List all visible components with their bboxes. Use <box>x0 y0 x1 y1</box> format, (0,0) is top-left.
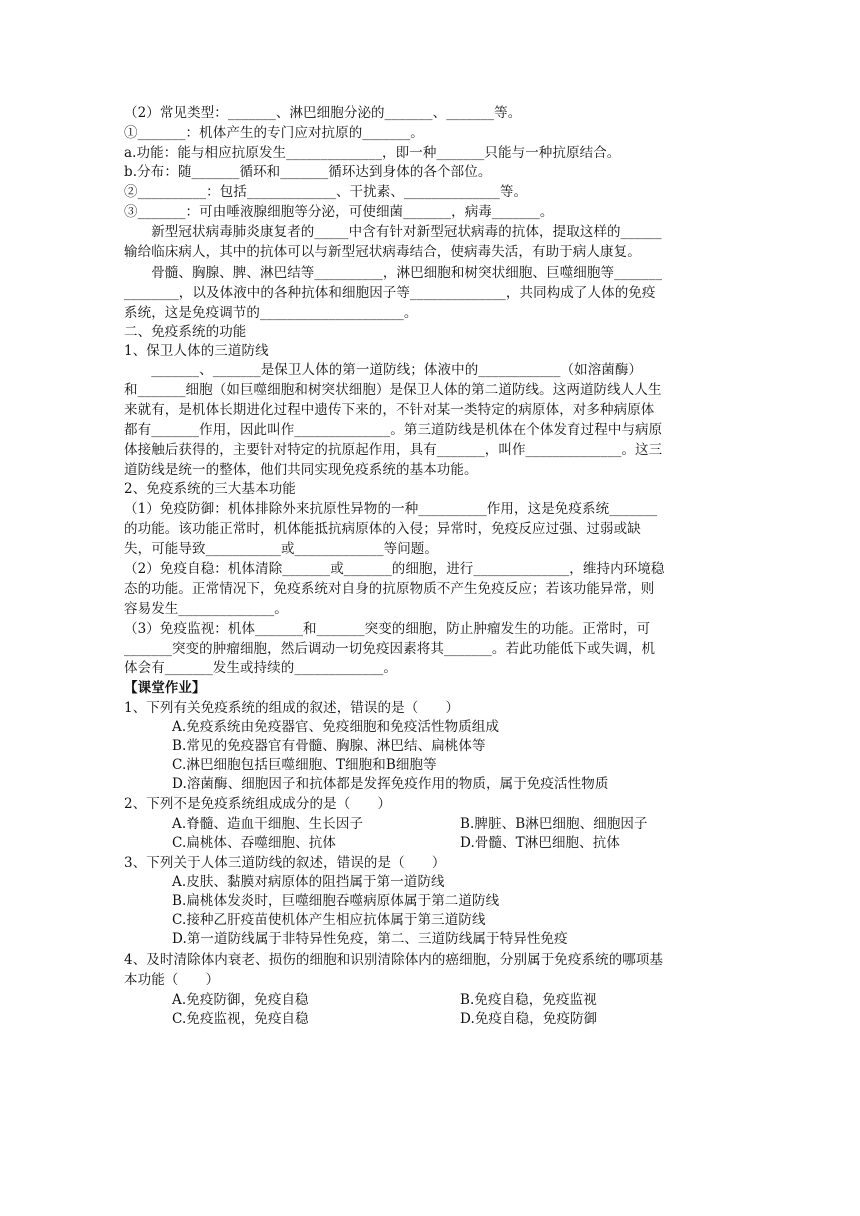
question-option: C.扁桃体、吞噬细胞、抗体 <box>172 835 336 851</box>
text-line: 骨髓、胸腺、脾、淋巴结等__________，淋巴细胞和树突状细胞、巨噬细胞等_______ <box>124 265 663 281</box>
text-line: 输给临床病人，其中的抗体可以与新型冠状病毒结合，使病毒失活，有助于病人康复。 <box>124 244 641 260</box>
text-line: （2）常见类型：_______、淋巴细胞分泌的_______、_______等。 <box>124 105 522 121</box>
question-option: A.免疫防御，免疫自稳 <box>172 992 309 1008</box>
question-option: D.骨髓、T淋巴细胞、抗体 <box>460 835 620 851</box>
text-line: 容易发生______________。 <box>124 601 288 617</box>
text-line: _______、_______是保卫人体的第一道防线；体液中的____________（如溶菌酶） <box>124 362 643 378</box>
text-line: 失，可能导致___________或_____________等问题。 <box>124 541 438 557</box>
question-option: B.常见的免疫器官有骨髓、胸腺、淋巴结、扁桃体等 <box>172 738 486 754</box>
section-heading: 二、免疫系统的功能 <box>124 324 247 340</box>
text-line: 体接触后获得的，主要针对特定的抗原起作用，具有_______，叫作______________。这三 <box>124 442 663 458</box>
question-option: D.溶菌酶、细胞因子和抗体都是发挥免疫作用的物质，属于免疫活性物质 <box>172 776 609 792</box>
text-line: ②__________：包括_____________、干扰素、______________等。 <box>124 184 528 200</box>
question-option: D.免疫自稳，免疫防御 <box>460 1011 598 1027</box>
text-line: 道防线是统一的整体，他们共同实现免疫系统的基本功能。 <box>124 462 478 478</box>
text-line: a.功能：能与相应抗原发生______________，即一种_______只能与一种抗原结合。 <box>124 145 621 161</box>
text-line: _______突变的肿瘤细胞，然后调动一切免疫因素将其_______。若此功能低下或失调，机 <box>124 641 656 657</box>
text-line: 体会有_______发生或持续的_____________。 <box>124 660 397 676</box>
question-option: A.皮肤、黏膜对病原体的阻挡属于第一道防线 <box>172 874 445 890</box>
question-stem: 1、下列有关免疫系统的组成的叙述，错误的是（ ） <box>124 700 460 716</box>
text-line: 态的功能。正常情况下，免疫系统对自身的抗原物质不产生免疫反应；若该功能异常，则 <box>124 581 655 597</box>
question-option: C.免疫监视，免疫自稳 <box>172 1011 309 1027</box>
text-line: ③_______：可由唾液腺细胞等分泌，可使细菌_______，病毒_______。 <box>124 204 554 220</box>
text-line: （2）免疫自稳：机体清除_______或_______的细胞，进行______________，维持内环境稳 <box>124 561 665 577</box>
text-line: ①_______：机体产生的专门应对抗原的_______。 <box>124 125 424 141</box>
question-option: B.脾脏、B淋巴细胞、细胞因子 <box>460 816 648 832</box>
question-option: A.免疫系统由免疫器官、免疫细胞和免疫活性物质组成 <box>172 719 500 735</box>
homework-title: 【课堂作业】 <box>124 680 206 696</box>
question-stem: 本功能（ ） <box>124 972 220 988</box>
subsection-heading: 2、免疫系统的三大基本功能 <box>124 481 296 497</box>
question-option: C.接种乙肝疫苗使机体产生相应抗体属于第三道防线 <box>172 912 486 928</box>
text-line: b.分布：随_______循环和_______循环达到身体的各个部位。 <box>124 164 492 180</box>
text-line: 系统，这是免疫调节的_____________________。 <box>124 305 418 321</box>
question-option: D.第一道防线属于非特异性免疫，第二、三道防线属于特异性免疫 <box>172 931 568 947</box>
question-option: A.脊髓、造血干细胞、生长因子 <box>172 816 364 832</box>
question-option: B.免疫自稳，免疫监视 <box>460 992 597 1008</box>
text-line: 和_______细胞（如巨噬细胞和树突状细胞）是保卫人体的第二道防线。这两道防线人人生 <box>124 382 662 398</box>
question-option: C.淋巴细胞包括巨噬细胞、T细胞和B细胞等 <box>172 757 437 773</box>
text-line: 新型冠状病毒肺炎康复者的_____中含有针对新型冠状病毒的抗体，提取这样的______ <box>124 224 662 240</box>
text-line: 都有_______作用，因此叫作______________。第三道防线是机体在个体发育过程中与病原 <box>124 422 663 438</box>
question-stem: 2、下列不是免疫系统组成成分的是（ ） <box>124 796 392 812</box>
text-line: 的功能。该功能正常时，机体能抵抗病原体的入侵；异常时，免疫反应过强、过弱或缺 <box>124 521 641 537</box>
text-line: 来就有，是机体长期进化过程中遗传下来的，不针对某一类特定的病原体，对多种病原体 <box>124 402 655 418</box>
question-option: B.扁桃体发炎时，巨噬细胞吞噬病原体属于第二道防线 <box>172 893 500 909</box>
question-stem: 4、及时清除体内衰老、损伤的细胞和识别清除体内的癌细胞，分别属于免疫系统的哪项基 <box>124 952 664 968</box>
text-line: （3）免疫监视：机体_______和_______突变的细胞，防止肿瘤发生的功能。正常时，可 <box>124 621 651 637</box>
subsection-heading: 1、保卫人体的三道防线 <box>124 343 269 359</box>
text-line: （1）免疫防御：机体排除外来抗原性异物的一种__________作用，这是免疫系统_______ <box>124 501 658 517</box>
question-stem: 3、下列关于人体三道防线的叙述，错误的是（ ） <box>124 855 446 871</box>
text-line: ________，以及体液中的各种抗体和细胞因子等______________，共同构成了人体的免疫 <box>124 285 656 301</box>
